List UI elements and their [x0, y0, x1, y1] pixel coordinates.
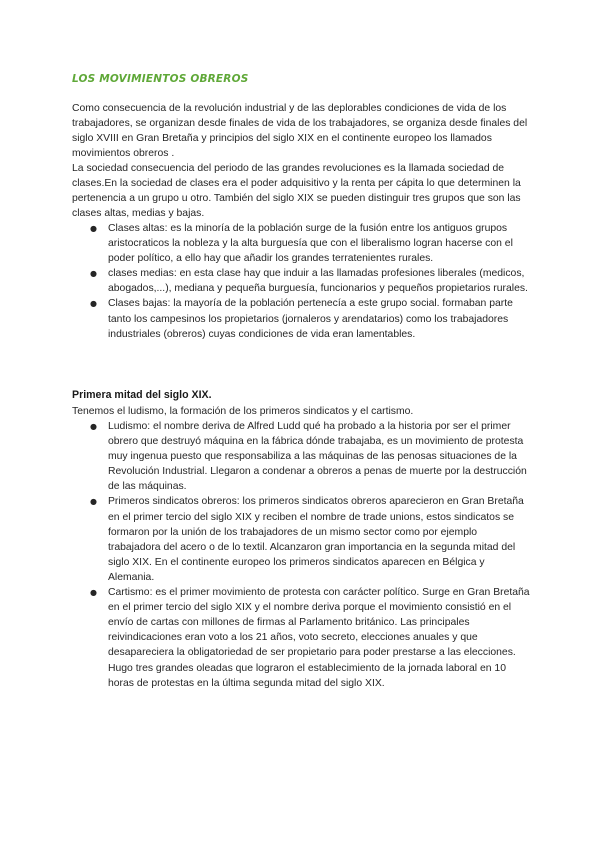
list-item-text: clases medias: en esta clase hay que induir a las llamadas profesiones liberales (medicos, abogados,...), mediana y pequeña burguesía, funcionarios y pequeños propietarios rurales. — [108, 268, 528, 295]
list-item-text: Ludismo: el nombre deriva de Alfred Ludd qué ha probado a la historia por ser el primer obrero que destruyó máquina en la fábrica dónde trabajaba, es un movimiento de protesta muy ingenua puesto que responsabiliza a las máquinas de las penosas situaciones de la Revolución Industrial. Llegaron a condenar a obreros a penas de muerte por la destrucción de las máquinas. — [108, 421, 527, 493]
intro-paragraph-2: La sociedad consecuencia del periodo de las grandes revoluciones es la llamada sociedad de clases.En la sociedad de clases era el poder adquisitivo y la renta per cápita lo que determinen la pertenencia a un grupo u otro. También del siglo XIX se pueden distinguir tres grupos que son las clases altas, medias y bajas. — [72, 163, 521, 220]
list-item-text: Clases altas: es la minoría de la población surge de la fusión entre los antiguos grupos aristocraticos la nobleza y la alta burguesía que con el liberalismo logran hacerse con el poder político, a ello hay que añadir los grandes terratenientes rurales. — [108, 223, 513, 265]
bullet-icon: ● — [90, 588, 97, 598]
bullet-icon: ● — [90, 299, 97, 309]
list-item-clases-medias — [72, 266, 532, 296]
bullet-icon: ● — [90, 497, 97, 507]
list-item-clases-bajas — [72, 296, 532, 341]
movements-list — [72, 419, 532, 691]
list-item-sindicatos — [72, 494, 532, 585]
list-item-text: Clases bajas: la mayoría de la población pertenecía a este grupo social. formaban parte tanto los campesinos los propietarios (jornaleros y arendatarios) como los trabajadores industriales (obreros) cuyas condiciones de vida eran lamentables. — [108, 298, 513, 340]
section-heading: Primera mitad del siglo XIX. — [72, 389, 212, 401]
list-item-ludismo — [72, 419, 532, 494]
list-item-clases-altas — [72, 221, 532, 266]
bullet-icon: ● — [90, 224, 97, 233]
bullet-icon: ● — [90, 422, 97, 431]
list-item-text: Cartismo: es el primer movimiento de protesta con carácter político. Surge en Gran Bretaña en el primer tercio del siglo XIX y el nombre deriva porque el movimiento consistió en el envío de cartas con millones de firmas al Parlamento británico. Las principales reivindicaciones eran voto a los 21 años, voto secreto, elecciones anuales y que desapareciera la obligatoriedad de ser propietario para poder prestarse a las elecciones. Hugo tres grandes oleadas que lograron el establecimiento de la jornada laboral en 10 horas de protestas en la última segunda mitad del siglo XIX. — [108, 587, 530, 689]
document-title: LOS MOVIMIENTOS OBREROS — [72, 73, 249, 85]
intro-paragraph-1: Como consecuencia de la revolución industrial y de las deplorables condiciones de vida de los trabajadores, se organizan desde finales de vida de los trabajadores, se organiza desde finales del siglo XVIII en Gran Bretaña y principios del siglo XIX en el continente europeo los llamados movimientos obreros . — [72, 103, 528, 160]
section-lead: Tenemos el ludismo, la formación de los primeros sindicatos y el cartismo. — [72, 406, 414, 417]
social-classes-list — [72, 221, 532, 342]
bullet-icon: ● — [90, 269, 97, 279]
list-item-text: Primeros sindicatos obreros: los primeros sindicatos obreros aparecieron en Gran Bretaña en el primer tercio del siglo XIX y reciben el nombre de trade unions, estos sindicatos se formaron por la unión de los trabajadores de un mismo sector como por ejemplo trabajadora del acero o de lo textil. Alcanzaron gran importancia en la segunda mitad del siglo XIX. En el continente europeo los primeros sindicatos aparecen en Bélgica y Alemania. — [108, 496, 524, 583]
list-item-cartismo — [72, 585, 532, 691]
